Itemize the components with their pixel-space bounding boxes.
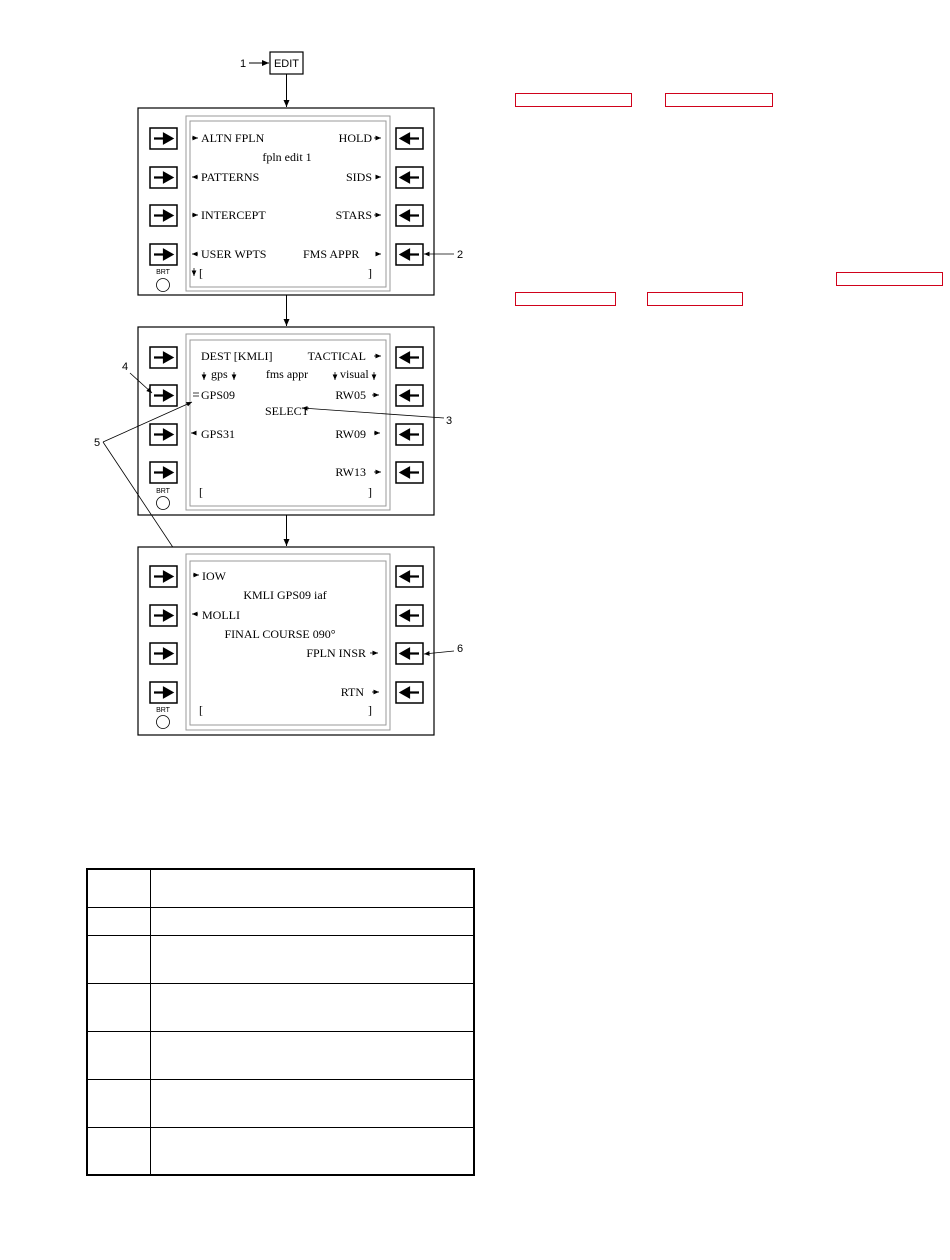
screen1-l4: USER WPTS <box>201 247 267 261</box>
screen2-r2: RW05 <box>335 388 366 402</box>
cross-reference-link-3[interactable] <box>836 272 943 286</box>
screen2-gps: gps <box>211 367 228 381</box>
brt-label: BRT <box>156 707 170 714</box>
brightness-knob[interactable] <box>157 716 170 729</box>
cross-reference-link-2[interactable] <box>665 93 773 107</box>
callout-3: 3 <box>446 415 453 427</box>
line-select-key-l2[interactable] <box>150 385 177 406</box>
line-select-key-l1[interactable] <box>150 566 177 587</box>
cdu-panel-3 <box>138 547 434 735</box>
line-select-key-r4[interactable] <box>396 462 423 483</box>
callout-1: 1 <box>240 58 247 70</box>
screen1-l1: ALTN FPLN <box>201 131 265 145</box>
callout-4: 4 <box>122 361 129 373</box>
line-select-key-r2[interactable] <box>396 605 423 626</box>
line-select-key-r4[interactable] <box>396 244 423 265</box>
screen3-scratchpad-close: ] <box>368 703 372 717</box>
line-select-key-l1[interactable] <box>150 128 177 149</box>
screen1-r4: FMS APPR <box>303 247 360 261</box>
line-select-key-l1[interactable] <box>150 347 177 368</box>
cross-reference-link-5[interactable] <box>647 292 743 306</box>
screen2-scratchpad-open: [ <box>199 485 203 499</box>
screen2-visual: visual <box>340 367 369 381</box>
screen2-fms-appr: fms appr <box>265 367 309 381</box>
screen1-l3: INTERCEPT <box>201 208 266 222</box>
callout-6: 6 <box>457 643 464 655</box>
line-select-key-r1[interactable] <box>396 128 423 149</box>
brt-label: BRT <box>156 269 170 276</box>
screen2-scratchpad-close: ] <box>368 485 372 499</box>
line-select-key-r3[interactable] <box>396 205 423 226</box>
table-row <box>87 1127 474 1175</box>
brightness-knob[interactable] <box>157 497 170 510</box>
screen1-title: fpln edit 1 <box>262 150 312 164</box>
line-select-key-r2[interactable] <box>396 385 423 406</box>
line-select-key-l4[interactable] <box>150 244 177 265</box>
brt-label: BRT <box>156 488 170 495</box>
screen3-l1: IOW <box>202 569 226 583</box>
screen2-tactical: TACTICAL <box>307 349 366 363</box>
table-header-row <box>87 869 474 907</box>
screen2-l2: GPS09 <box>201 388 236 402</box>
screen3-r4: RTN <box>340 685 364 699</box>
steps-table <box>86 868 475 1176</box>
screen2-r3: RW09 <box>335 427 366 441</box>
table-row <box>87 1031 474 1079</box>
line-select-key-l3[interactable] <box>150 205 177 226</box>
line-select-key-l2[interactable] <box>150 167 177 188</box>
screen2-l3: GPS31 <box>201 427 236 441</box>
line-select-key-r4[interactable] <box>396 682 423 703</box>
line-select-key-l3[interactable] <box>150 643 177 664</box>
line-select-key-r2[interactable] <box>396 167 423 188</box>
cdu-panel-2 <box>138 327 434 515</box>
cross-reference-link-4[interactable] <box>515 292 616 306</box>
screen1-l2: PATTERNS <box>201 170 260 184</box>
callout-2: 2 <box>457 249 464 261</box>
screen3-title: KMLI GPS09 iaf <box>243 588 327 602</box>
screen3-r3: FPLN INSR <box>306 646 366 660</box>
callout-5: 5 <box>94 437 101 449</box>
line-select-key-l3[interactable] <box>150 424 177 445</box>
line-select-key-r1[interactable] <box>396 347 423 368</box>
screen2-dest: DEST [KMLI] <box>201 349 273 363</box>
table-row <box>87 1079 474 1127</box>
table-row <box>87 935 474 983</box>
line-select-key-l4[interactable] <box>150 462 177 483</box>
screen3-l2: MOLLI <box>202 608 240 622</box>
table-row <box>87 983 474 1031</box>
screen2-r4: RW13 <box>335 465 366 479</box>
line-select-key-l4[interactable] <box>150 682 177 703</box>
screen1-r2: SIDS <box>345 170 372 184</box>
brightness-knob[interactable] <box>157 279 170 292</box>
cross-reference-link-1[interactable] <box>515 93 632 107</box>
cdu-panel-1 <box>138 108 434 295</box>
screen1-r1: HOLD <box>338 131 372 145</box>
edit-key-label: EDIT <box>273 58 300 70</box>
line-select-key-r3[interactable] <box>396 643 423 664</box>
screen3-final-course: FINAL COURSE 090° <box>224 627 336 641</box>
screen1-scratchpad-open: [ <box>199 266 203 280</box>
line-select-key-r3[interactable] <box>396 424 423 445</box>
screen2-select: SELECT <box>265 404 309 418</box>
screen1-r3: STARS <box>335 208 372 222</box>
line-select-key-r1[interactable] <box>396 566 423 587</box>
line-select-key-l2[interactable] <box>150 605 177 626</box>
screen3-scratchpad-open: [ <box>199 703 203 717</box>
screen1-scratchpad-close: ] <box>368 266 372 280</box>
table-row <box>87 907 474 935</box>
